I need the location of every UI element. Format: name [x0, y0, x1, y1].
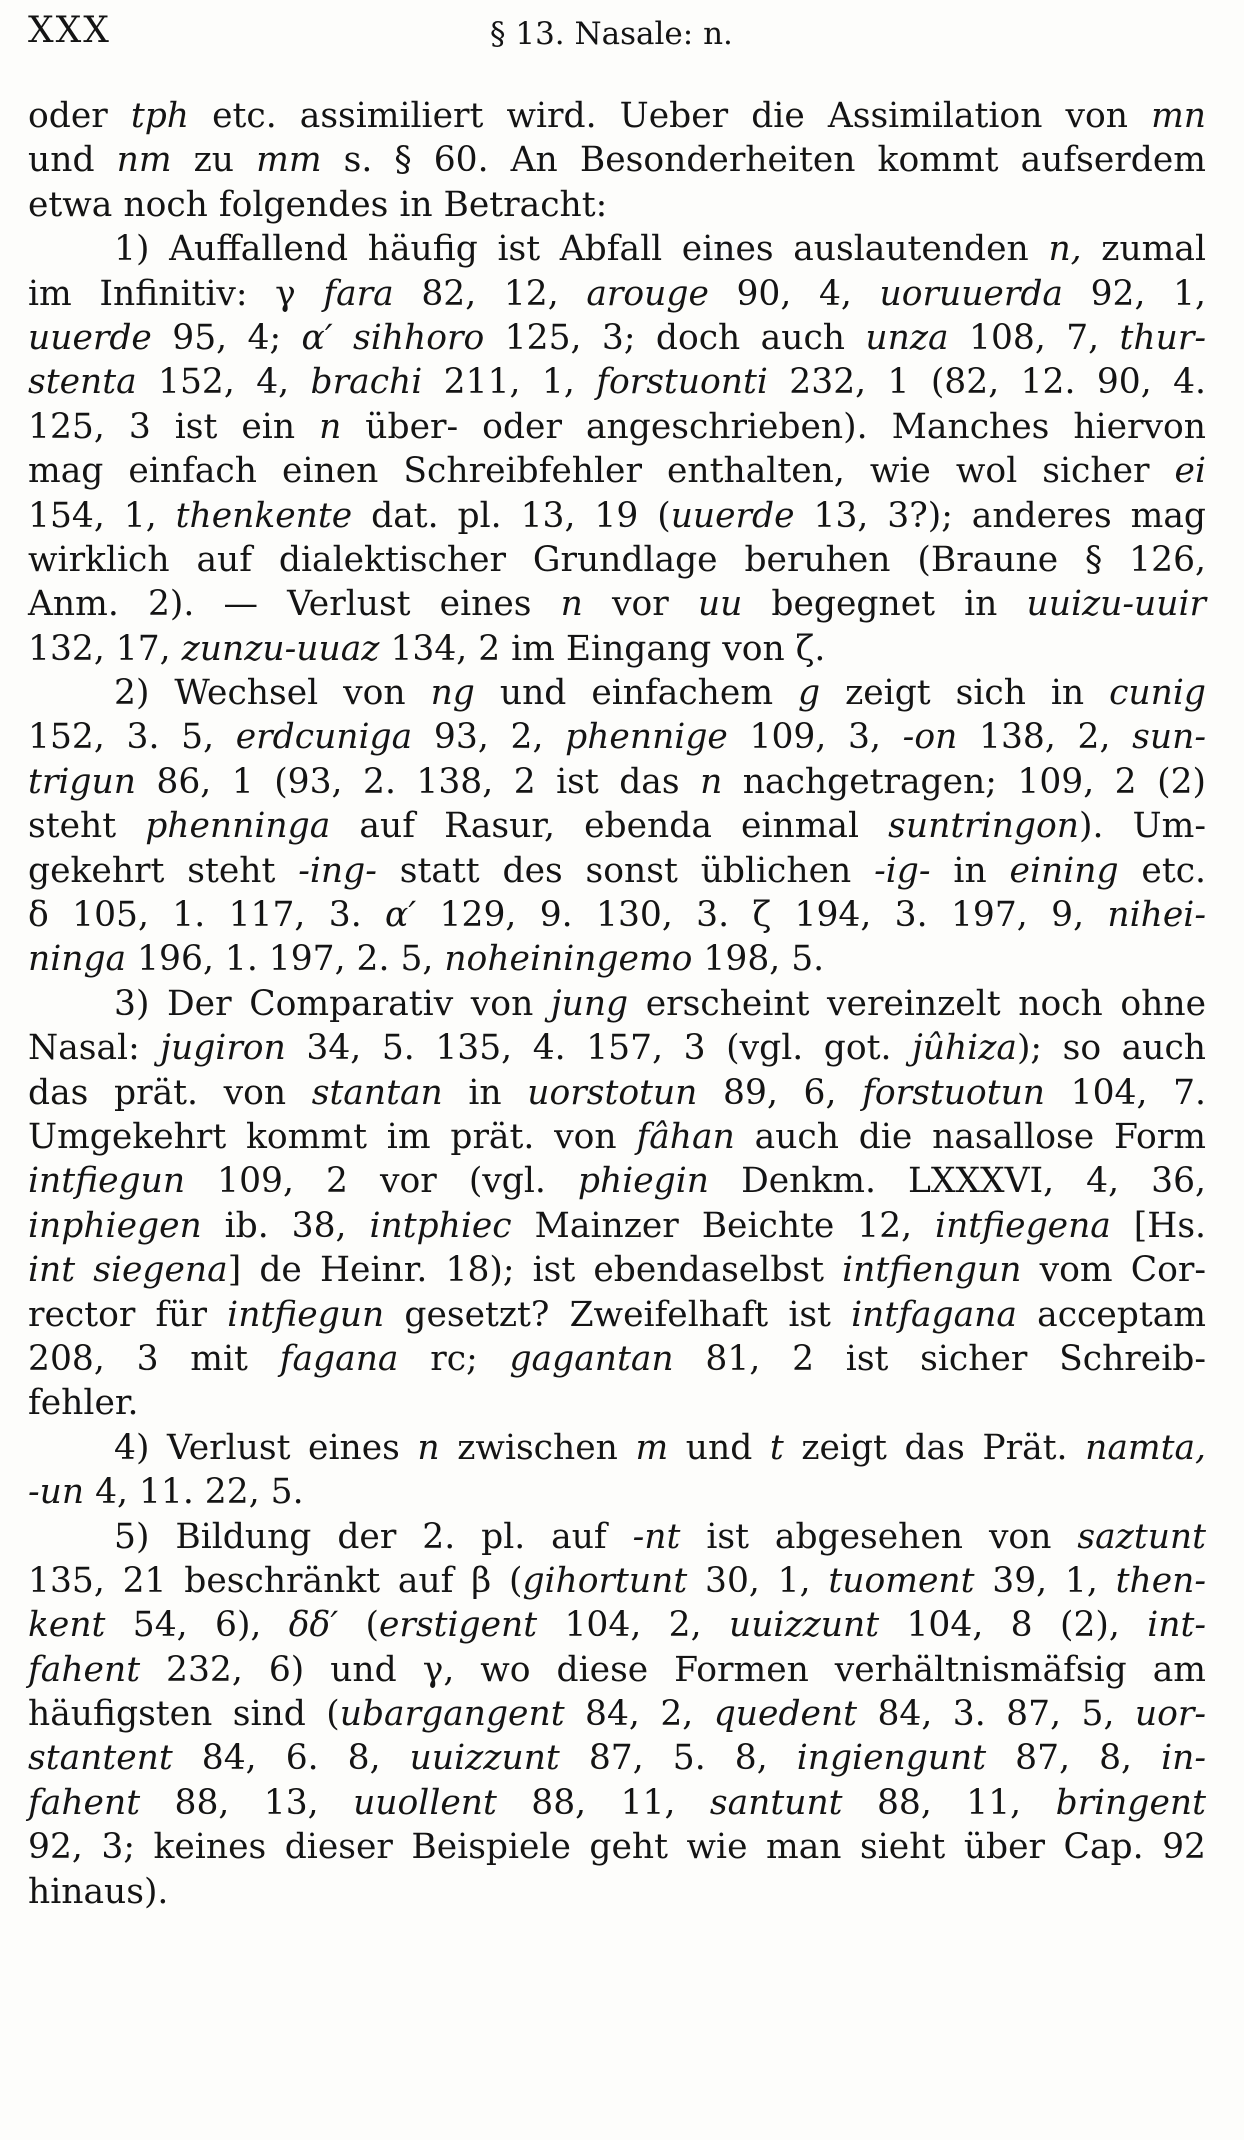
italic-word: erstigent: [379, 1605, 538, 1646]
italic-word: int siegena: [28, 1250, 228, 1291]
italic-word: uuerde: [28, 317, 152, 358]
text-line: [28, 94, 1206, 138]
text-run: 88, 13,: [140, 1782, 354, 1823]
text-line: [28, 1559, 1206, 1603]
text-line: [28, 1692, 1206, 1736]
text-line: [28, 1648, 1206, 1692]
italic-word: α′: [385, 895, 417, 936]
text-run: 108, 7,: [948, 317, 1120, 358]
text-run: über- oder angeschrieben). Manches hiervon: [341, 406, 1207, 447]
text-run: acceptam: [1016, 1294, 1206, 1335]
italic-word: -ig-: [874, 850, 931, 891]
text-line: [28, 1470, 1206, 1514]
text-run: 198, 5.: [692, 939, 825, 980]
text-run: begegnet in: [742, 584, 1027, 625]
italic-word: ninga: [28, 939, 127, 980]
text-run: vom Cor-: [1021, 1250, 1207, 1291]
italic-word: phiegin: [577, 1161, 710, 1202]
text-run: ). Um-: [1079, 806, 1206, 847]
text-run: s. § 60. An Besonderheiten kommt aufserdem: [321, 140, 1206, 181]
text-run: zeigt das Prät.: [783, 1427, 1086, 1468]
italic-word: trigun: [28, 761, 136, 802]
text-run: zwischen: [439, 1427, 636, 1468]
text-run: 88, 11,: [496, 1782, 710, 1823]
text-run: 109, 2 vor (vgl.: [185, 1161, 578, 1202]
text-run: 132, 17,: [28, 628, 182, 669]
italic-word: jûhiza: [912, 1028, 1017, 1069]
text-run: etwa noch folgendes in Betracht:: [28, 184, 608, 225]
italic-word: intfiengun: [842, 1250, 1022, 1291]
italic-word: thur-: [1119, 317, 1206, 358]
italic-word: -on: [902, 717, 958, 758]
italic-word: uuizu-uuir: [1026, 584, 1207, 625]
text-run: zeigt sich in: [820, 673, 1110, 714]
italic-word: fagana: [279, 1338, 399, 1379]
italic-word: saztunt: [1077, 1516, 1206, 1557]
text-line: [28, 1204, 1206, 1248]
text-line: [28, 183, 1206, 227]
text-run: Umgekehrt kommt im prät. von: [28, 1116, 637, 1157]
text-line: [28, 1515, 1206, 1559]
text-line: [28, 715, 1206, 759]
italic-word: zunzu-uuaz: [181, 628, 380, 669]
italic-word: intfiegena: [935, 1205, 1111, 1246]
italic-word: -nt: [632, 1516, 681, 1557]
text-run: nachgetragen; 109, 2 (2): [722, 761, 1206, 802]
text-run: 211, 1,: [422, 362, 597, 403]
text-run: statt des sonst üblichen: [376, 850, 875, 891]
text-run: 90, 4,: [708, 273, 880, 314]
body-text: [28, 94, 1206, 1914]
text-run: vor: [582, 584, 698, 625]
italic-word: forstuonti: [596, 362, 768, 403]
text-run: 5) Bildung der 2. pl. auf: [114, 1516, 633, 1557]
text-run: (: [338, 1605, 379, 1646]
italic-word: fahent: [28, 1782, 141, 1823]
italic-word: stenta: [28, 362, 137, 403]
text-line: [28, 316, 1206, 360]
text-line: [28, 804, 1206, 848]
text-run: hinaus).: [28, 1871, 169, 1912]
text-run: 30, 1,: [687, 1560, 829, 1601]
text-run: 13, 3?); anderes mag: [794, 495, 1206, 536]
italic-word: ubargangent: [339, 1694, 565, 1735]
italic-word: eining: [1009, 850, 1119, 891]
text-line: [28, 982, 1206, 1026]
text-run: das prät. von: [28, 1072, 312, 1113]
text-run: Anm. 2). — Verlust eines: [28, 584, 561, 625]
text-run: etc.: [1118, 850, 1207, 891]
text-run: 152, 3. 5,: [28, 717, 236, 758]
text-run: wirklich auf dialektischer Grundlage beruhen (Braune § 126,: [28, 539, 1206, 580]
italic-word: uuizzunt: [409, 1738, 560, 1779]
text-line: [28, 1337, 1206, 1381]
text-run: dat. pl. 13, 19 (: [352, 495, 671, 536]
text-line: [28, 1026, 1206, 1070]
text-line: [28, 1293, 1206, 1337]
text-run: ist abgesehen von: [680, 1516, 1078, 1557]
text-line: [28, 849, 1206, 893]
text-run: 152, 4,: [136, 362, 311, 403]
italic-word: δδ′: [288, 1605, 339, 1646]
text-line: [28, 1159, 1206, 1203]
italic-word: jugiron: [160, 1028, 286, 1069]
text-run: mag einfach einen Schreibfehler enthalten, wie wol sicher: [28, 451, 1175, 492]
text-line: [28, 627, 1206, 671]
italic-word: fara: [323, 273, 394, 314]
italic-word: santunt: [709, 1782, 843, 1823]
text-run: 129, 9. 130, 3. ζ 194, 3. 197, 9,: [416, 895, 1108, 936]
text-run: 95, 4;: [151, 317, 302, 358]
text-line: [28, 582, 1206, 626]
italic-word: stantan: [311, 1072, 443, 1113]
text-run: Nasal:: [28, 1028, 161, 1069]
italic-word: n: [319, 406, 342, 447]
text-run: in: [442, 1072, 528, 1113]
italic-word: noheiningemo: [444, 939, 693, 980]
text-run: ib. 38,: [201, 1205, 370, 1246]
text-line: [28, 760, 1206, 804]
text-run: ] de Heinr. 18); ist ebendaselbst: [227, 1250, 843, 1291]
text-run: erscheint vereinzelt noch ohne: [628, 983, 1207, 1024]
italic-word: tuoment: [828, 1560, 975, 1601]
italic-word: suntringon: [888, 806, 1079, 847]
text-run: etc. assimiliert wird. Ueber die Assimilation von: [189, 96, 1152, 136]
text-line: [28, 138, 1206, 182]
text-run: steht: [28, 806, 146, 847]
italic-word: intfiegun: [227, 1294, 385, 1335]
italic-word: α′ sihhoro: [301, 317, 485, 358]
text-line: [28, 449, 1206, 493]
text-run: im Infinitiv: γ: [28, 273, 324, 314]
text-run: rector für: [28, 1294, 228, 1335]
text-run: 92, 1,: [1062, 273, 1206, 314]
text-run: Mainzer Beichte 12,: [511, 1205, 936, 1246]
italic-word: uor-: [1134, 1694, 1207, 1735]
italic-word: thenkente: [175, 495, 353, 536]
text-run: 84, 6. 8,: [172, 1738, 410, 1779]
italic-word: uorstotun: [527, 1072, 698, 1113]
text-run: 138, 2,: [957, 717, 1133, 758]
italic-word: phennige: [565, 717, 728, 758]
section-heading: § 13. Nasale: n.: [490, 16, 733, 52]
italic-word: unza: [865, 317, 949, 358]
text-run: 89, 6,: [697, 1072, 863, 1113]
italic-word: uuollent: [353, 1782, 497, 1823]
italic-word: -ing-: [298, 850, 377, 891]
text-run: 104, 2,: [537, 1605, 729, 1646]
text-run: und: [28, 140, 117, 181]
text-line: [28, 227, 1206, 271]
text-run: 84, 3. 87, 5,: [857, 1694, 1135, 1735]
text-run: fehler.: [28, 1383, 139, 1424]
italic-word: gagantan: [509, 1338, 674, 1379]
italic-word: ng: [430, 673, 475, 714]
text-run: und: [668, 1427, 770, 1468]
italic-word: g: [798, 673, 821, 714]
text-line: [28, 538, 1206, 582]
text-line: [28, 1870, 1206, 1914]
text-run: 4) Verlust eines: [114, 1427, 418, 1468]
text-run: oder: [28, 96, 131, 136]
text-run: 196, 1. 197, 2. 5,: [126, 939, 445, 980]
italic-word: forstuotun: [862, 1072, 1046, 1113]
italic-word: uoruuerda: [879, 273, 1063, 314]
text-run: 232, 1 (82, 12. 90, 4.: [767, 362, 1206, 403]
text-run: 135, 21 beschränkt auf β (: [28, 1560, 523, 1601]
italic-word: ingiengunt: [796, 1738, 987, 1779]
text-run: Denkm. LXXXVI, 4, 36,: [709, 1161, 1207, 1202]
text-run: rc;: [398, 1338, 510, 1379]
text-line: [28, 1825, 1206, 1869]
running-header: [28, 10, 1208, 54]
italic-word: then-: [1115, 1560, 1206, 1601]
italic-word: bringent: [1055, 1782, 1206, 1823]
text-run: 1) Auffallend häufig ist Abfall eines auslautenden: [114, 229, 1049, 270]
text-run: 208, 3 mit: [28, 1338, 280, 1379]
text-run: 86, 1 (93, 2. 138, 2 ist das: [135, 761, 701, 802]
italic-word: n: [700, 761, 723, 802]
italic-word: erdcuniga: [235, 717, 413, 758]
text-run: 88, 11,: [842, 1782, 1056, 1823]
text-run: und einfachem: [474, 673, 799, 714]
text-line: [28, 360, 1206, 404]
text-line: [28, 1381, 1206, 1425]
text-line: [28, 1781, 1206, 1825]
text-run: auf Rasur, ebenda einmal: [330, 806, 889, 847]
italic-word: arouge: [586, 273, 709, 314]
italic-word: kent: [28, 1605, 106, 1646]
text-run: 104, 8 (2),: [879, 1605, 1148, 1646]
italic-word: inphiegen: [28, 1205, 202, 1246]
italic-word: sun-: [1132, 717, 1206, 758]
text-run: 92, 3; keines dieser Beispiele geht wie man sieht über Cap. 92: [28, 1827, 1206, 1868]
text-run: in: [930, 850, 1010, 891]
italic-word: int-: [1147, 1605, 1206, 1646]
italic-word: intphiec: [369, 1205, 512, 1246]
italic-word: uu: [697, 584, 743, 625]
text-run: häufigsten sind (: [28, 1694, 340, 1735]
text-run: 3) Der Comparativ von: [114, 983, 551, 1024]
text-run: 81, 2 ist sicher Schreib-: [673, 1338, 1206, 1379]
italic-word: t: [769, 1427, 784, 1468]
text-run: auch die nasallose Form: [734, 1116, 1206, 1157]
text-run: 93, 2,: [412, 717, 566, 758]
text-run: 54, 6),: [105, 1605, 289, 1646]
italic-word: gihortunt: [522, 1560, 688, 1601]
text-run: 2) Wechsel von: [114, 673, 431, 714]
text-run: 39, 1,: [974, 1560, 1116, 1601]
italic-word: in-: [1161, 1738, 1206, 1779]
text-run: 82, 12,: [393, 273, 587, 314]
italic-word: jung: [550, 983, 629, 1024]
text-run: 104, 7.: [1045, 1072, 1207, 1113]
text-run: δ 105, 1. 117, 3.: [28, 895, 386, 936]
text-run: gekehrt steht: [28, 850, 299, 891]
text-line: [28, 405, 1206, 449]
italic-word: n: [560, 584, 583, 625]
text-line: [28, 1426, 1206, 1470]
italic-word: stantent: [28, 1738, 173, 1779]
text-line: [28, 1115, 1206, 1159]
page-number: XXX: [28, 10, 111, 51]
text-line: [28, 494, 1206, 538]
italic-word: quedent: [713, 1694, 858, 1735]
text-line: [28, 937, 1206, 981]
text-run: [Hs.: [1110, 1205, 1207, 1246]
text-run: 87, 5. 8,: [559, 1738, 797, 1779]
text-line: [28, 272, 1206, 316]
text-run: 125, 3 ist ein: [28, 406, 320, 447]
italic-word: namta,: [1085, 1427, 1206, 1468]
text-run: zu: [171, 140, 257, 181]
text-line: [28, 1736, 1206, 1780]
italic-word: uuizzunt: [728, 1605, 880, 1646]
text-line: [28, 1071, 1206, 1115]
text-run: gesetzt? Zweifelhaft ist: [384, 1294, 852, 1335]
italic-word: tph: [130, 96, 190, 136]
text-line: [28, 893, 1206, 937]
italic-word: cunig: [1109, 673, 1206, 714]
italic-word: nm: [116, 140, 172, 181]
italic-word: intfagana: [851, 1294, 1017, 1335]
italic-word: intfiegun: [28, 1161, 186, 1202]
text-line: [28, 1603, 1206, 1647]
text-run: zumal: [1081, 229, 1206, 270]
italic-word: fâhan: [636, 1116, 735, 1157]
text-run: 87, 8,: [986, 1738, 1162, 1779]
italic-word: n: [417, 1427, 440, 1468]
italic-word: mn: [1151, 96, 1206, 136]
italic-word: n,: [1048, 229, 1082, 270]
text-run: 125, 3; doch auch: [484, 317, 866, 358]
text-run: 84, 2,: [564, 1694, 714, 1735]
text-line: [28, 1248, 1206, 1292]
italic-word: mm: [256, 140, 322, 181]
text-run: 154, 1,: [28, 495, 176, 536]
italic-word: -un: [28, 1472, 85, 1513]
italic-word: brachi: [310, 362, 423, 403]
italic-word: nihei-: [1107, 895, 1207, 936]
italic-word: ei: [1174, 451, 1206, 492]
text-line: [28, 671, 1206, 715]
italic-word: fahent: [28, 1649, 141, 1690]
italic-word: phenninga: [145, 806, 331, 847]
text-run: 232, 6) und γ, wo diese Formen verhältnismäfsig am: [140, 1649, 1206, 1690]
text-run: 34, 5. 135, 4. 157, 3 (vgl. got.: [285, 1028, 913, 1069]
text-run: 4, 11. 22, 5.: [84, 1472, 304, 1513]
text-run: 109, 3,: [727, 717, 903, 758]
text-run: 134, 2 im Eingang von ζ.: [379, 628, 826, 669]
italic-word: m: [635, 1427, 669, 1468]
italic-word: uuerde: [670, 495, 795, 536]
text-run: ); so auch: [1016, 1028, 1207, 1069]
